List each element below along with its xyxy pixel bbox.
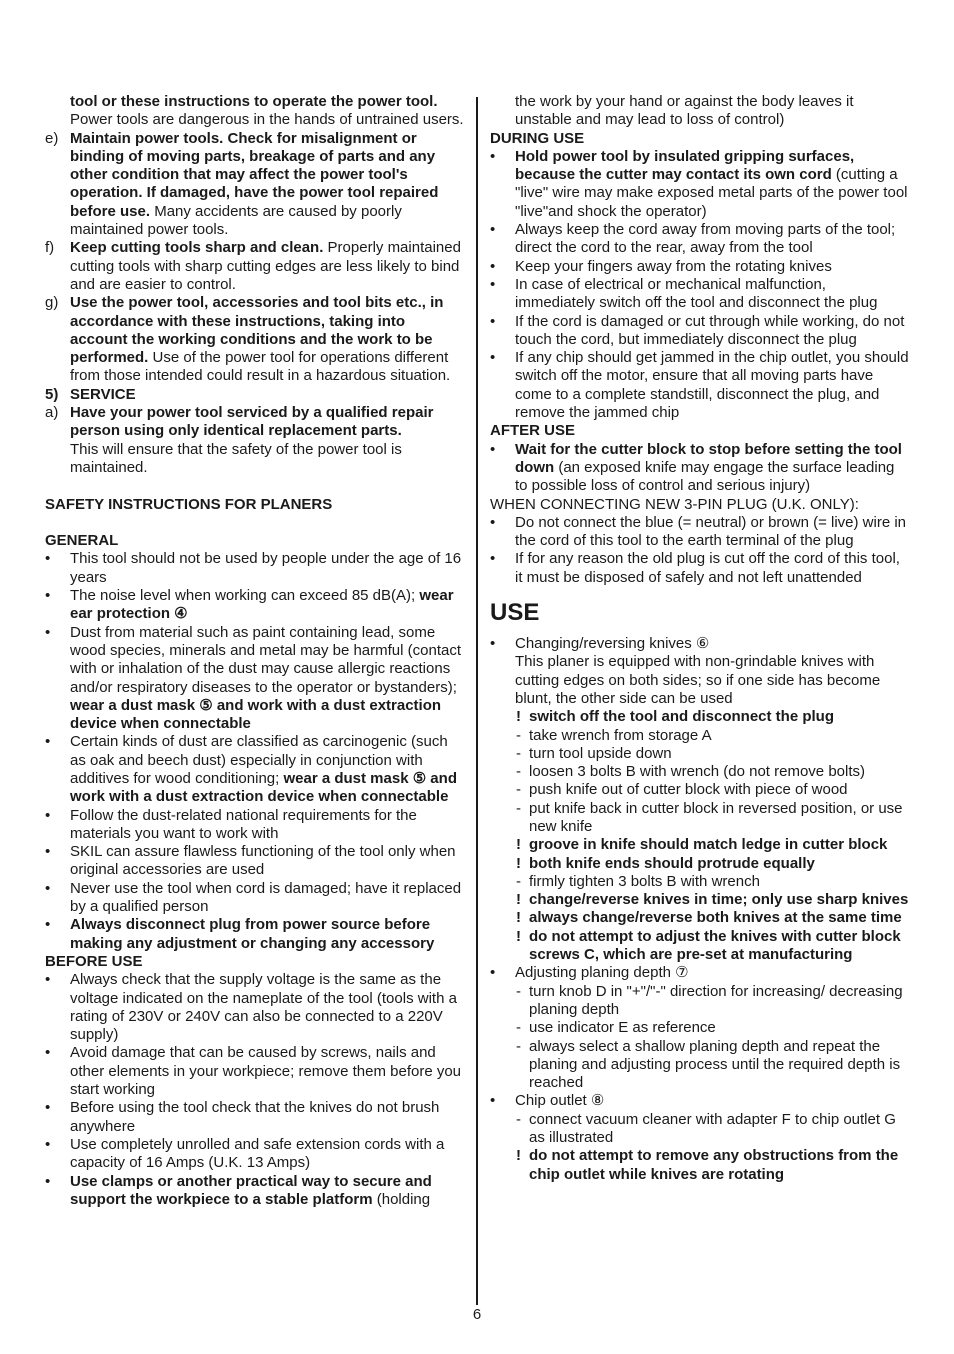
bullet-item	[45, 587, 465, 624]
use-heading: USE	[490, 599, 540, 627]
bullet-text: Certain kinds of dust are classified as carcinogenic (such as oak and beech dust) especially in conjunction with additives for wood conditioning;	[70, 733, 448, 787]
step-text: use indicator E as reference	[529, 1019, 716, 1037]
step-text: do not attempt to adjust the knives with cutter block screws C, which are pre-set at manufacturing	[529, 927, 901, 964]
bullet-mark: •	[45, 587, 51, 605]
rule-text: Many accidents are caused by poorly maintained power tools.	[70, 202, 402, 239]
step-text: always select a shallow planing depth and repeat the planing and adjusting process until the required depth is reached	[529, 1037, 901, 1092]
general-list	[45, 550, 465, 953]
step-item	[490, 1147, 910, 1184]
bullet-item	[490, 313, 910, 350]
warning-mark: !	[516, 1147, 521, 1165]
bullet-text: Dust from material such as paint containing lead, some wood species, minerals and metal may be harmful (contact with or inhalation of the dust may cause allergic reactions and/or respiratory diseases to the operator or bystanders);	[70, 623, 462, 696]
step-text: turn knob D in "+"/"-" direction for increasing/ decreasing planing depth	[529, 982, 903, 1018]
step-text: switch off the tool and disconnect the plug	[529, 708, 834, 726]
step-text: take wrench from storage A	[529, 726, 712, 744]
column-divider	[476, 97, 478, 1305]
dash-mark: -	[516, 781, 521, 799]
bullet-mark: •	[45, 1099, 51, 1117]
bullet-mark: •	[45, 550, 51, 568]
bullet-item	[45, 807, 465, 844]
rule-g	[45, 294, 465, 385]
step-item	[490, 855, 910, 873]
bullet-item	[490, 349, 910, 422]
step-item	[490, 708, 910, 726]
bullet-text: (an exposed knife may engage the surface leading to possible loss of control and serious injury)	[515, 458, 895, 495]
dash-mark: -	[516, 744, 521, 762]
bullet-item	[45, 624, 465, 734]
step-text: loosen 3 bolts B with wrench (do not remove bolts)	[529, 763, 865, 781]
bullet-item	[490, 276, 910, 313]
step-item	[490, 1111, 910, 1148]
depth-item: • Adjusting planing depth ⑦	[490, 964, 689, 982]
dash-mark: -	[516, 1037, 521, 1055]
step-text: put knife back in cutter block in reversed position, or use new knife	[529, 799, 903, 835]
intro-text: Power tools are dangerous in the hands of untrained users.	[70, 111, 464, 129]
intro-paragraph	[45, 93, 465, 130]
bullet-mark: •	[490, 312, 496, 330]
bullet-mark: •	[45, 806, 51, 824]
bullet-item	[490, 550, 910, 587]
after-use-list	[490, 441, 910, 496]
step-text: firmly tighten 3 bolts B with wrench	[529, 872, 760, 890]
bullet-mark: •	[45, 1172, 51, 1190]
bullet-text: This tool should not be used by people under the age of 16 years	[70, 550, 462, 586]
service-label: 5)	[45, 385, 59, 403]
bullet-text: Do not connect the blue (= neutral) or brown (= live) wire in the cord of this tool to the earth terminal of the plug	[515, 513, 907, 550]
plug-list	[490, 514, 910, 587]
rule-text: Use of the power tool for operations different from those intended could result in a hazardous situation.	[70, 349, 451, 385]
bullet-item	[45, 971, 465, 1044]
bullet-mark: •	[45, 879, 51, 897]
bullet-text: Follow the dust-related national requirements for the materials you want to work with	[70, 806, 417, 842]
step-text: groove in knife should match ledge in cutter block	[529, 836, 888, 854]
step-text: change/reverse knives in time; only use sharp knives	[529, 891, 909, 909]
dash-mark: -	[516, 1110, 521, 1128]
bullet-item	[490, 221, 910, 258]
during-use-list	[490, 148, 910, 422]
service-title: SERVICE	[70, 385, 136, 403]
bullet-bold: wear a dust mask ⑤ and work with a dust extraction device when connectable	[70, 696, 442, 733]
bullet-mark: •	[490, 257, 496, 275]
bullet-item	[45, 1136, 465, 1173]
dash-mark: -	[516, 872, 521, 890]
bullet-item	[490, 514, 910, 551]
rule-label: e)	[45, 129, 59, 147]
bullet-mark: •	[490, 440, 496, 458]
chip-title: Chip outlet ⑧	[515, 1092, 605, 1110]
warning-mark: !	[516, 836, 521, 854]
rule-text: Properly maintained cutting tools with sharp cutting edges are less likely to bind and are easier to control.	[70, 239, 461, 293]
step-item	[490, 836, 910, 854]
bullet-text: SKIL can assure flawless functioning of the tool only when original accessories are used	[70, 843, 456, 879]
bullet-mark: •	[490, 221, 496, 239]
step-text: turn tool upside down	[529, 744, 672, 762]
rule-a	[45, 404, 465, 477]
step-item	[490, 983, 910, 1020]
bullet-text: (holding	[372, 1190, 431, 1208]
bullet-item	[45, 1173, 465, 1210]
bullet-mark: •	[45, 1135, 51, 1153]
chip-item: • Chip outlet ⑧	[490, 1092, 605, 1110]
bullet-bold: Hold power tool by insulated gripping surfaces, because the cutter may contact its own cord	[515, 147, 855, 184]
bullet-item	[45, 550, 465, 587]
step-text: push knife out of cutter block with piece of wood	[529, 781, 848, 799]
chip-steps	[490, 1111, 910, 1184]
bullet-text: Avoid damage that can be caused by screws, nails and other elements in your workpiece; remove them before you start working	[70, 1044, 462, 1099]
bullet-mark: •	[45, 916, 51, 934]
bullet-item	[490, 148, 910, 221]
step-item	[490, 873, 910, 891]
bullet-mark: •	[490, 349, 496, 367]
bullet-item	[490, 441, 910, 496]
step-text: connect vacuum cleaner with adapter F to chip outlet G as illustrated	[529, 1110, 896, 1147]
bullet-mark: •	[490, 513, 496, 531]
safety-heading: SAFETY INSTRUCTIONS FOR PLANERS	[45, 495, 333, 513]
rule-label: f)	[45, 239, 55, 257]
rule-bold: Use the power tool, accessories and tool bits etc., in accordance with these instructions, taking into account the working conditions and the work to be performed.	[70, 294, 444, 367]
bullet-text: (cutting a "live" wire may make exposed metal parts of the power tool "live"and shock the operator)	[515, 166, 908, 220]
before-use-heading: BEFORE USE	[45, 952, 143, 970]
step-item	[490, 727, 910, 745]
dash-mark: -	[516, 799, 521, 817]
after-use-heading: AFTER USE	[490, 422, 576, 440]
bullet-text: Keep your fingers away from the rotating knives	[515, 257, 832, 275]
during-use-heading: DURING USE	[490, 129, 585, 147]
rule-bold: Have your power tool serviced by a qualified repair person using only identical replacement parts.	[70, 404, 434, 440]
bullet-item	[45, 916, 465, 953]
bullet-bold: Always disconnect plug from power source before making any adjustment or changing any accessory	[70, 916, 435, 952]
bullet-text: If any chip should get jammed in the chip outlet, you should switch off the motor, ensure that all moving parts have come to a complete standstill, disconnect the plug, and remove the jammed chip	[515, 349, 909, 422]
rule-bold: Maintain power tools. Check for misalignment or binding of moving parts, breakage of parts and any other condition that may affect the power tool's operation. If damaged, have the power tool repaired before use.	[70, 129, 439, 220]
bullet-bold: wear a dust mask ⑤ and work with a dust extraction device when connectable	[70, 769, 457, 806]
rule-e	[45, 130, 465, 240]
right-column	[490, 93, 910, 1184]
step-text: do not attempt to remove any obstructions from the chip outlet while knives are rotating	[529, 1147, 899, 1183]
step-item	[490, 1038, 910, 1093]
step-item	[490, 800, 910, 837]
bullet-mark: •	[490, 147, 496, 165]
bullet-mark: •	[45, 733, 51, 751]
step-text: both knife ends should protrude equally	[529, 854, 815, 872]
rule-label: a)	[45, 404, 59, 422]
bullet-text: Always keep the cord away from moving parts of the tool; direct the cord to the rear, away from the tool	[515, 221, 896, 257]
step-text: always change/reverse both knives at the same time	[529, 909, 902, 927]
bullet-mark: •	[45, 1044, 51, 1062]
page-number: 6	[472, 1306, 482, 1323]
bullet-text: The noise level when working can exceed 85 dB(A);	[70, 587, 420, 605]
bullet-item	[490, 258, 910, 276]
left-column	[45, 93, 465, 1209]
bullet-item	[45, 843, 465, 880]
before-use-list	[45, 971, 465, 1209]
changing-knives-item: • Changing/reversing knives ⑥ This planer is equipped with non-grindable knives with cutting edges on both sides; so if one side has become blunt, the other side can be used	[490, 635, 881, 707]
step-item	[490, 891, 910, 909]
rule-f	[45, 239, 465, 294]
warning-mark: !	[516, 708, 521, 726]
bullet-item	[45, 880, 465, 917]
step-item	[490, 1019, 910, 1037]
rule-text: This will ensure that the safety of the power tool is maintained.	[70, 440, 402, 476]
bullet-mark: •	[45, 843, 51, 861]
bullet-bold: Use clamps or another practical way to secure and support the workpiece to a stable platform	[70, 1172, 432, 1208]
bullet-text: Never use the tool when cord is damaged; have it replaced by a qualified person	[70, 879, 462, 916]
plug-heading: WHEN CONNECTING NEW 3-PIN PLUG (U.K. ONLY):	[490, 495, 859, 513]
bullet-text: Always check that the supply voltage is the same as the voltage indicated on the nameplate of the tool (tools with a rating of 230V or 240V can also be connected to a 220V supply)	[70, 971, 457, 1044]
warning-mark: !	[516, 927, 521, 945]
bullet-item	[45, 1044, 465, 1099]
bullet-text: Before using the tool check that the knives do not brush anywhere	[70, 1099, 440, 1135]
warning-mark: !	[516, 909, 521, 927]
bullet-bold: wear ear protection ④	[70, 587, 454, 623]
step-item	[490, 909, 910, 927]
bullet-mark: •	[45, 623, 51, 641]
continued-text: the work by your hand or against the body leaves it unstable and may lead to loss of control)	[515, 93, 854, 129]
dash-mark: -	[516, 726, 521, 744]
intro-bold: tool or these instructions to operate the power tool.	[70, 93, 438, 110]
depth-title: Adjusting planing depth ⑦	[515, 964, 689, 982]
changing-steps	[490, 708, 910, 964]
step-item	[490, 928, 910, 965]
changing-title: Changing/reversing knives ⑥	[515, 635, 710, 653]
bullet-text: In case of electrical or mechanical malfunction, immediately switch off the tool and disconnect the plug	[515, 275, 878, 312]
rule-label: g)	[45, 294, 59, 312]
bullet-text: If for any reason the old plug is cut off the cord of this tool, it must be disposed of safely and not left unattended	[515, 550, 900, 586]
step-item	[490, 781, 910, 799]
bullet-text: If the cord is damaged or cut through while working, do not touch the cord, but immediately disconnect the plug	[515, 312, 905, 348]
bullet-mark: •	[45, 971, 51, 989]
step-item	[490, 763, 910, 781]
bullet-mark: •	[490, 275, 496, 293]
bullet-text: Use completely unrolled and safe extension cords with a capacity of 16 Amps (U.K. 13 Amps)	[70, 1135, 445, 1172]
depth-steps	[490, 983, 910, 1093]
changing-desc: This planer is equipped with non-grindable knives with cutting edges on both sides; so if one side has become blunt, the other side can be used	[515, 653, 881, 707]
bullet-item	[45, 1099, 465, 1136]
warning-mark: !	[516, 854, 521, 872]
rule-bold: Keep cutting tools sharp and clean.	[70, 239, 324, 257]
dash-mark: -	[516, 1019, 521, 1037]
warning-mark: !	[516, 891, 521, 909]
bullet-item	[45, 733, 465, 806]
dash-mark: -	[516, 982, 521, 1000]
service-heading	[45, 386, 465, 404]
bullet-mark: •	[490, 550, 496, 568]
step-item	[490, 745, 910, 763]
dash-mark: -	[516, 763, 521, 781]
bullet-bold: Wait for the cutter block to stop before setting the tool down	[515, 440, 902, 476]
general-heading: GENERAL	[45, 532, 119, 550]
